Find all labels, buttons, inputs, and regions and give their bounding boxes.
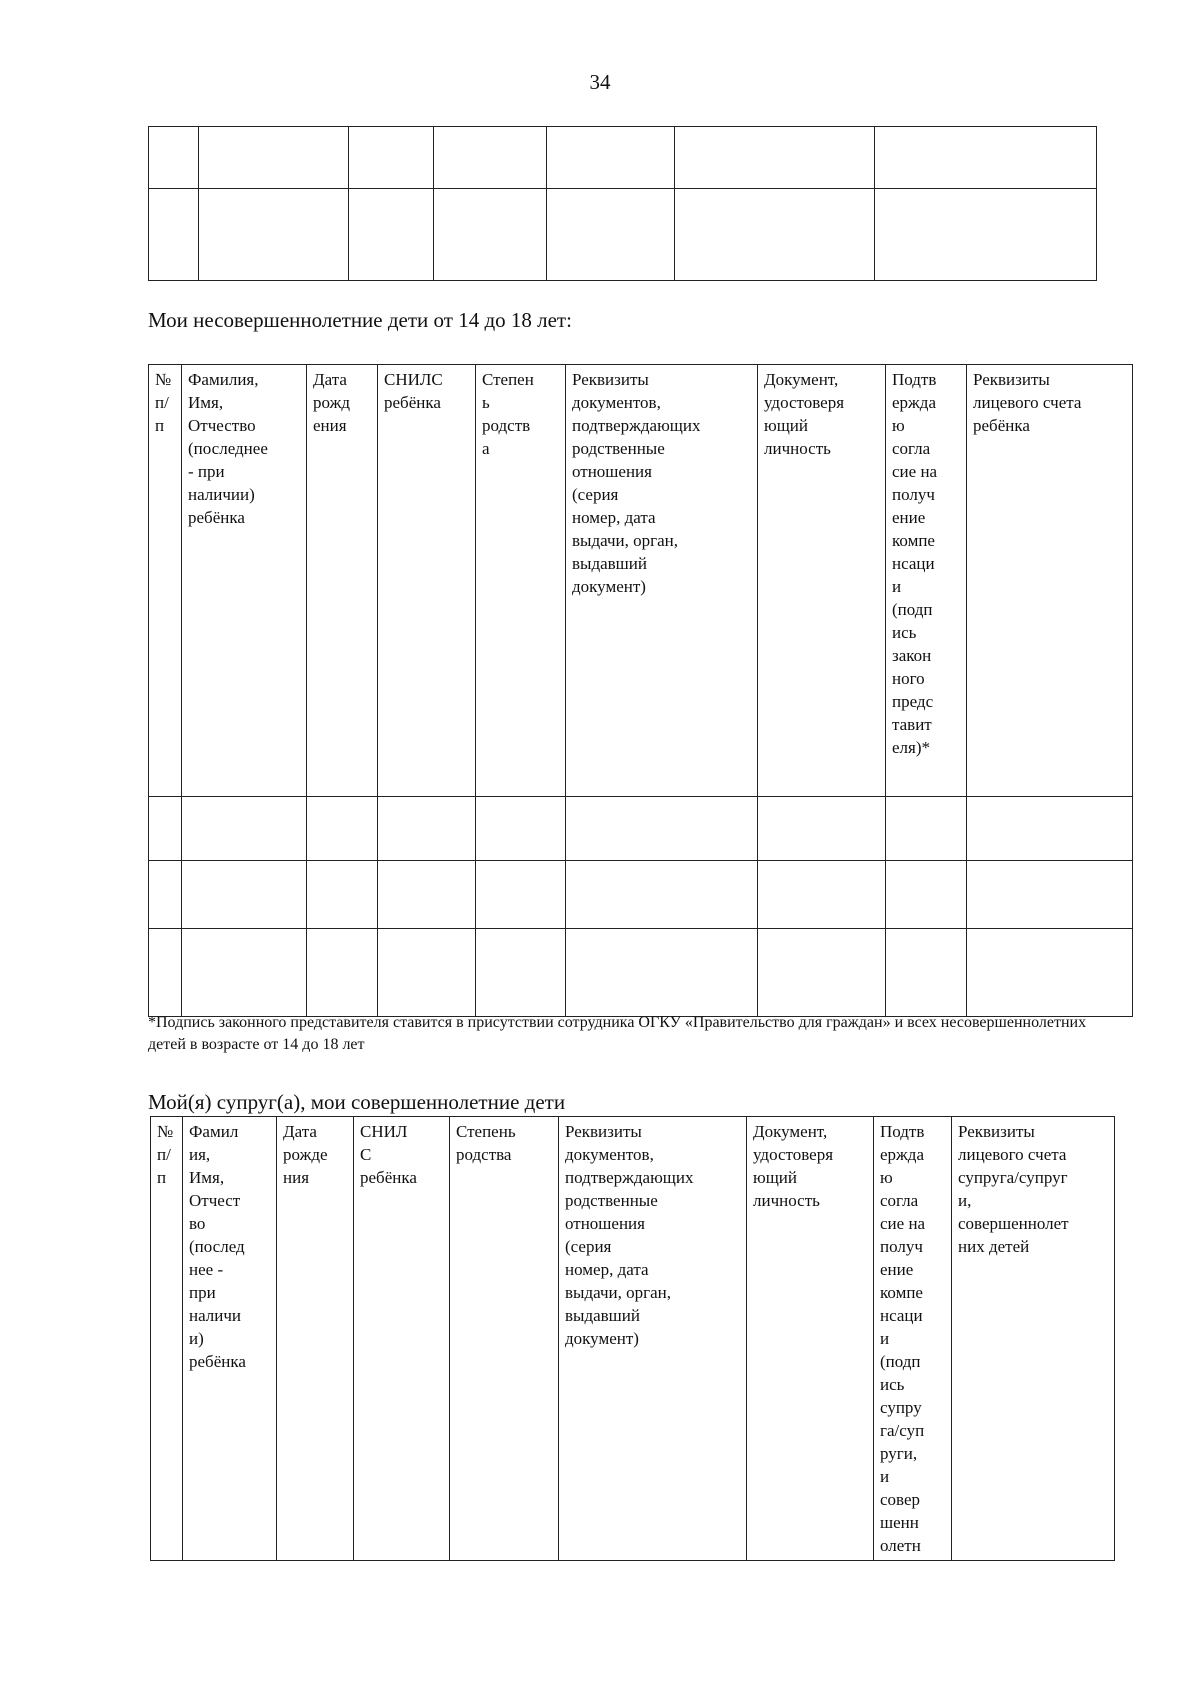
table-cell	[886, 861, 967, 929]
col-header-relation: Степен ь родств а	[476, 365, 566, 797]
col-header-snils: СНИЛ С ребёнка	[354, 1117, 450, 1561]
col-header-birth-date: Дата рожд ения	[307, 365, 378, 797]
section2-title: Мой(я) супруг(а), мои совершеннолетние дети	[148, 1090, 566, 1114]
table-cell	[149, 861, 182, 929]
table-cell	[967, 861, 1133, 929]
table-cell	[182, 861, 307, 929]
table-cell	[476, 797, 566, 861]
table-cell	[199, 189, 349, 281]
col-header-full-name: Фамил ия, Имя, Отчест во (послед нее - при наличи и) ребёнка	[183, 1117, 277, 1561]
table-cell	[149, 929, 182, 1017]
table-header-row	[149, 365, 1133, 797]
adults-table	[150, 1116, 1115, 1561]
footnote: *Подпись законного представителя ставится в присутствии сотрудника ОГКУ «Правительство для граждан» и всех несовершеннолетних детей в возрасте от 14 до 18 лет	[148, 1014, 1087, 1053]
table-cell	[149, 189, 199, 281]
table-row	[149, 127, 1097, 189]
col-header-relation-docs: Реквизиты документов, подтверждающих родственные отношения (серия номер, дата выдачи, орган, выдавший документ)	[559, 1117, 747, 1561]
table-cell	[149, 127, 199, 189]
col-header-consent: Подтв ержда ю согла сие на получ ение компе нсаци и (подп ись закон ного предс тавит еля)*	[886, 365, 967, 797]
table-header-row	[151, 1117, 1115, 1561]
table-cell	[547, 127, 675, 189]
col-header-birth-date: Дата рожде ния	[277, 1117, 354, 1561]
table-cell	[349, 189, 434, 281]
table-cell	[476, 861, 566, 929]
table-cell	[566, 861, 758, 929]
table-row	[149, 797, 1133, 861]
table-cell	[758, 861, 886, 929]
table-cell	[566, 797, 758, 861]
col-header-consent: Подтв ержда ю согла сие на получ ение компе нсаци и (подп ись супру га/суп руги, и совер шенн олетн	[874, 1117, 952, 1561]
table-cell	[758, 929, 886, 1017]
table-row	[149, 861, 1133, 929]
table-cell	[434, 127, 547, 189]
minors-table	[148, 364, 1133, 1017]
col-header-identity-doc: Документ, удостоверя ющий личность	[747, 1117, 874, 1561]
table-cell	[875, 127, 1097, 189]
col-header-identity-doc: Документ, удостоверя ющий личность	[758, 365, 886, 797]
table-cell	[349, 127, 434, 189]
table-cell	[675, 127, 875, 189]
table-cell	[434, 189, 547, 281]
table-cell	[476, 929, 566, 1017]
table-cell	[886, 929, 967, 1017]
col-header-number: № п/ п	[149, 365, 182, 797]
table-cell	[307, 861, 378, 929]
col-header-snils: СНИЛС ребёнка	[378, 365, 476, 797]
table-cell	[182, 797, 307, 861]
table-cell	[378, 861, 476, 929]
col-header-number: № п/ п	[151, 1117, 183, 1561]
col-header-relation: Степень родства	[450, 1117, 559, 1561]
continued-table	[148, 126, 1097, 281]
table-cell	[886, 797, 967, 861]
table-cell	[967, 797, 1133, 861]
table-cell	[307, 929, 378, 1017]
table-cell	[182, 929, 307, 1017]
table-cell	[149, 797, 182, 861]
col-header-full-name: Фамилия, Имя, Отчество (последнее - при наличии) ребёнка	[182, 365, 307, 797]
col-header-account: Реквизиты лицевого счета супруга/супруг и, совершеннолет них детей	[952, 1117, 1115, 1561]
table-row	[149, 189, 1097, 281]
section1-title: Мои несовершеннолетние дети от 14 до 18 лет:	[148, 308, 572, 332]
col-header-account: Реквизиты лицевого счета ребёнка	[967, 365, 1133, 797]
table-cell	[675, 189, 875, 281]
table-cell	[875, 189, 1097, 281]
table-cell	[307, 797, 378, 861]
table-cell	[566, 929, 758, 1017]
table-cell	[378, 929, 476, 1017]
table-cell	[199, 127, 349, 189]
page-number: 34	[589, 70, 611, 94]
table-cell	[547, 189, 675, 281]
table-cell	[378, 797, 476, 861]
table-cell	[758, 797, 886, 861]
table-row	[149, 929, 1133, 1017]
col-header-relation-docs: Реквизиты документов, подтверждающих родственные отношения (серия номер, дата выдачи, орган, выдавший документ)	[566, 365, 758, 797]
table-cell	[967, 929, 1133, 1017]
